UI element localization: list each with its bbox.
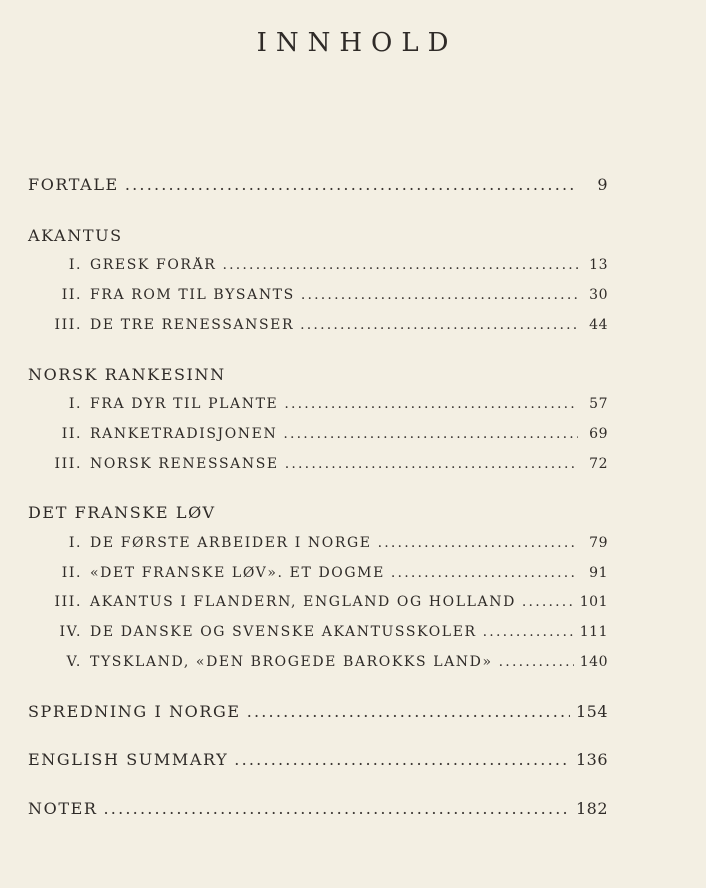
page-title: INNHOLD (256, 28, 458, 58)
entry-page: 13 (589, 257, 608, 273)
entry-page: 91 (589, 565, 608, 581)
toc-entry (0, 396, 608, 412)
entry-page: 154 (575, 702, 608, 721)
toc-entry (0, 287, 608, 303)
toc-entry-fortale (28, 175, 608, 194)
leader-dots (247, 702, 570, 721)
entry-page: 57 (589, 396, 608, 412)
entry-number: V. (66, 654, 82, 670)
entry-page: 182 (575, 799, 608, 818)
leader-dots (301, 287, 578, 303)
section-heading-norsk: NORSK RANKESINN (28, 365, 226, 384)
leader-dots (378, 535, 578, 551)
leader-dots (391, 565, 578, 581)
leader-dots (300, 317, 578, 333)
entry-label: TYSKLAND, «DEN BROGEDE BAROKKS LAND» (90, 654, 493, 670)
entry-number: III. (54, 456, 82, 472)
entry-page: 44 (589, 317, 608, 333)
leader-dots (483, 624, 574, 640)
entry-number: I. (68, 396, 82, 412)
entry-label: DE TRE RENESSANSER (90, 317, 295, 333)
leader-dots (522, 594, 574, 610)
toc-entry (0, 456, 608, 472)
entry-number: IV. (59, 624, 82, 640)
toc-entry-english-summary (28, 750, 608, 769)
entry-label: «DET FRANSKE LØV». ET DOGME (90, 565, 385, 581)
leader-dots (125, 175, 578, 194)
section-heading-akantus: AKANTUS (28, 226, 123, 245)
entry-number: III. (54, 594, 82, 610)
entry-label: GRESK FORÅR (90, 257, 217, 273)
toc-entry-spredning (28, 702, 608, 721)
leader-dots (284, 396, 578, 412)
leader-dots (222, 257, 578, 273)
entry-label: DE DANSKE OG SVENSKE AKANTUSSKOLER (90, 624, 477, 640)
leader-dots (283, 426, 578, 442)
entry-page: 30 (589, 287, 608, 303)
leader-dots (499, 654, 574, 670)
entry-label: NOTER (28, 799, 98, 818)
entry-label: SPREDNING I NORGE (28, 702, 241, 721)
entry-label: RANKETRADISJONEN (90, 426, 278, 442)
entry-page: 101 (579, 594, 608, 610)
entry-label: FRA ROM TIL BYSANTS (90, 287, 295, 303)
toc-entry (0, 624, 608, 640)
leader-dots (285, 456, 578, 472)
entry-page: 69 (589, 426, 608, 442)
entry-page: 72 (589, 456, 608, 472)
toc-entry (0, 257, 608, 273)
toc-entry (0, 594, 608, 610)
toc-entry (0, 654, 608, 670)
toc-entry (0, 317, 608, 333)
entry-number: II. (61, 287, 82, 303)
entry-number: III. (54, 317, 82, 333)
entry-page: 9 (597, 175, 608, 194)
leader-dots (234, 750, 570, 769)
entry-page: 136 (575, 750, 608, 769)
toc-entry (0, 426, 608, 442)
entry-page: 79 (589, 535, 608, 551)
entry-label: NORSK RENESSANSE (90, 456, 279, 472)
toc-entry (0, 535, 608, 551)
entry-number: I. (68, 257, 82, 273)
toc-entry (0, 565, 608, 581)
entry-label: ENGLISH SUMMARY (28, 750, 229, 769)
entry-page: 111 (579, 624, 608, 640)
section-heading-franske: DET FRANSKE LØV (28, 503, 216, 522)
leader-dots (104, 799, 570, 818)
entry-label: FORTALE (28, 175, 119, 194)
entry-number: I. (68, 535, 82, 551)
entry-number: II. (61, 565, 82, 581)
entry-label: AKANTUS I FLANDERN, ENGLAND OG HOLLAND (90, 594, 516, 610)
entry-label: DE FØRSTE ARBEIDER I NORGE (90, 535, 372, 551)
entry-page: 140 (579, 654, 608, 670)
entry-number: II. (61, 426, 82, 442)
toc-entry-noter (28, 799, 608, 818)
entry-label: FRA DYR TIL PLANTE (90, 396, 279, 412)
